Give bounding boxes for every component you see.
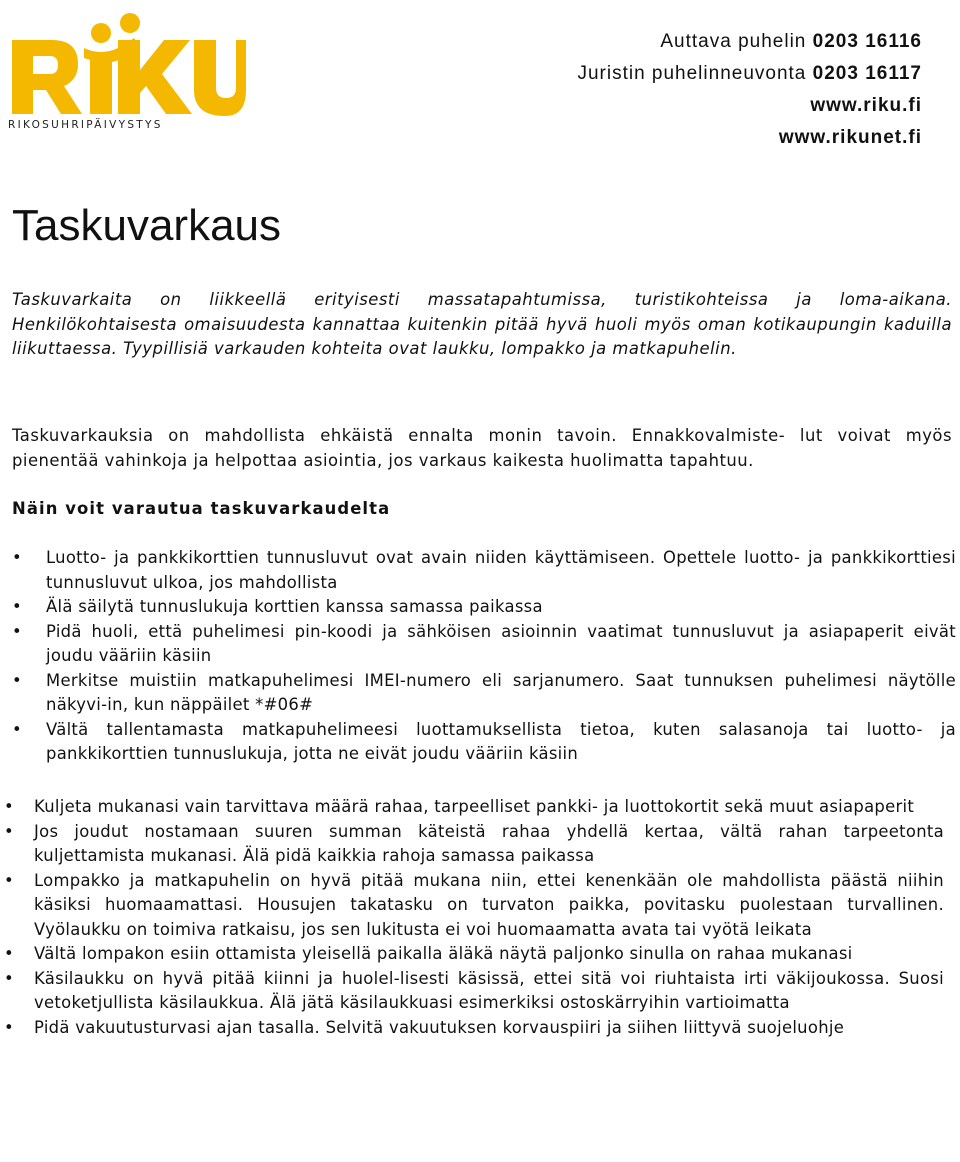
list-item: • Lompakko ja matkapuhelin on hyvä pitää mukana niin, ettei kenenkään ole mahdollista päästä niihin käsiksi huomaamattasi. Housujen takatasku on turvaton paikka, povitasku puolestaan turvallinen. Vyölaukku on toimiva ratkaisu, jos sen lukitusta ei voi huomaamatta avata tai vyötä leikata [34,869,944,943]
logo-tagline: RIKOSUHRIPÄIVYSTYS [8,119,163,131]
list-item: • Älä säilytä tunnuslukuja korttien kanssa samassa paikassa [46,595,956,620]
website-link-rikunet[interactable]: www.rikunet.fi [778,127,922,148]
list-item: • Kuljeta mukanasi vain tarvittava määrä rahaa, tarpeelliset pankki- ja luottokortit sekä muut asiapaperit [34,795,944,820]
page-title: Taskuvarkaus [12,201,282,250]
hotline-line [577,26,922,58]
list-item: • Luotto- ja pankkikorttien tunnusluvut ovat avain niiden käyttämiseen. Opettele luotto- ja pankkikorttiesi tunnusluvut ulkoa, jos mahdollista [46,546,956,595]
hotline-number: 0203 16116 [812,31,922,52]
list-item: • Jos joudut nostamaan suuren summan käteistä rahaa yhdellä kertaa, vältä rahan tarpeetonta kuljettamista mukanasi. Älä pidä kaikkia rahoja samassa paikassa [34,820,944,869]
legal-label: Juristin puhelinneuvonta [577,63,807,84]
list-item: • Pidä huoli, että puhelimesi pin-koodi ja sähköisen asioinnin vaatimat tunnusluvut ja asiapaperit eivät joudu vääriin käsiin [46,620,956,669]
tips-list-money [34,795,944,1040]
tips-list-cards [46,546,956,767]
hotline-label: Auttava puhelin [660,31,807,52]
list-item: • Käsilaukku on hyvä pitää kiinni ja huolel-lisesti käsissä, ettei sitä voi riuhtaista irti väkijoukossa. Suosi vetoketjullista käsilaukkua. Älä jätä käsilaukkuasi esimerkiksi ostoskärryihin vartioimatta [34,967,944,1016]
legal-number: 0203 16117 [812,63,922,84]
contact-block [577,26,922,154]
list-item: • Merkitse muistiin matkapuhelimesi IMEI-numero eli sarjanumero. Saat tunnuksen puhelimesi näytölle näkyvi-in, kun näppäilet *#06# [46,669,956,718]
section-heading: Näin voit varautua taskuvarkaudelta [12,499,391,518]
website-link-riku[interactable]: www.riku.fi [810,95,922,116]
list-item: • Vältä lompakon esiin ottamista yleisellä paikalla äläkä näytä paljonko sinulla on rahaa mukanasi [34,942,944,967]
list-item: • Vältä tallentamasta matkapuhelimeesi luottamuksellista tietoa, kuten salasanoja tai luotto- ja pankkikorttien tunnuslukuja, jotta ne eivät joudu vääriin käsiin [46,718,956,767]
legal-line [577,58,922,90]
intro-paragraph: Taskuvarkaita on liikkeellä erityisesti massatapahtumissa, turistikohteissa ja loma-aikana. Henkilökohtaisesta omaisuudesta kannattaa kuitenkin pitää hyvä huoli myös oman kotikaupungin kaduilla liikuttaessa. Tyypillisiä varkauden kohteita ovat laukku, lompakko ja matkapuhelin. [12,290,952,358]
list-item: • Pidä vakuutusturvasi ajan tasalla. Selvitä vakuutuksen korvauspiiri ja siihen liittyvä suojeluohje [34,1016,944,1041]
riku-logo-graphic [6,10,246,132]
prevention-paragraph: Taskuvarkauksia on mahdollista ehkäistä ennalta monin tavoin. Ennakkovalmiste- lut voivat myös pienentää vahinkoja ja helpottaa asiointia, jos varkaus kaikesta huolimatta tapahtuu. [12,426,952,470]
riku-logo [6,10,246,132]
